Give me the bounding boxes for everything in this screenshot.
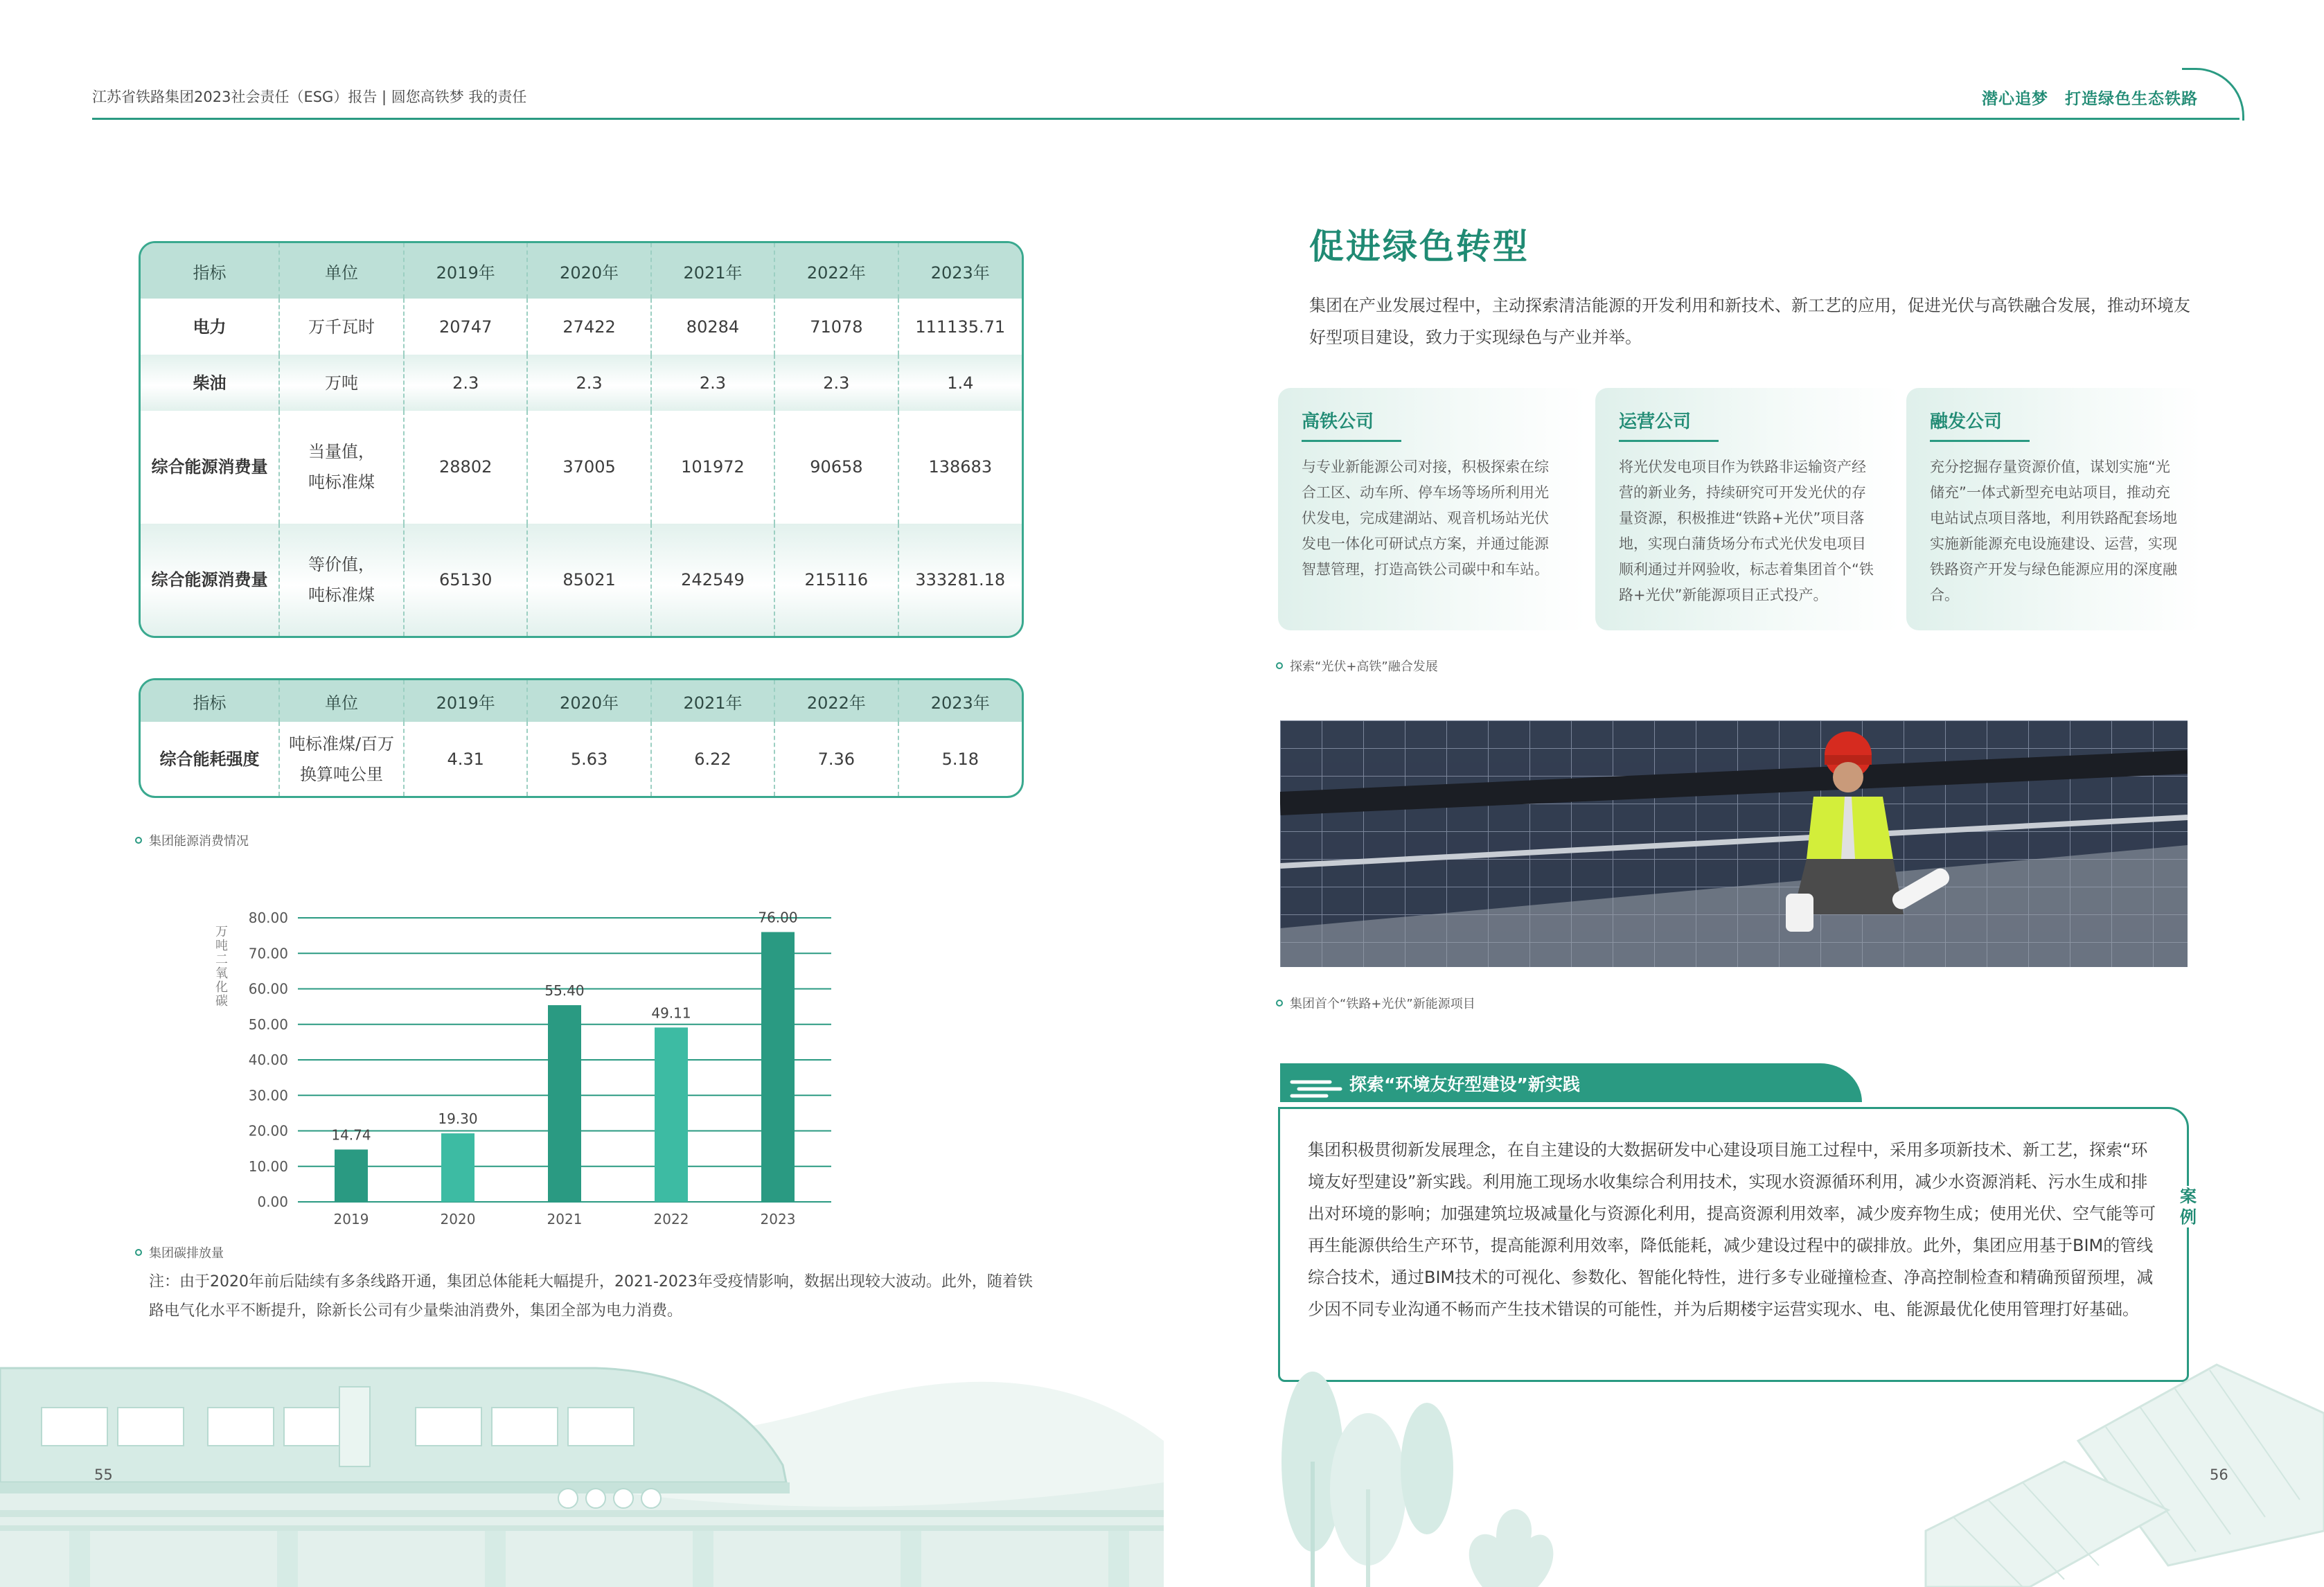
bar-2021 xyxy=(548,1005,581,1202)
x-tick-label: 2023 xyxy=(760,1211,796,1227)
caption-bullet-icon xyxy=(1276,662,1283,669)
chart-caption xyxy=(135,1243,224,1261)
col-header: 2021年 xyxy=(651,680,774,722)
cell: 138683 xyxy=(898,411,1022,523)
photo-caption-text: 集团首个“铁路+光伏”新能源项目 xyxy=(1290,997,1475,1011)
bar-value-label: 49.11 xyxy=(651,1004,691,1022)
cell: 2.3 xyxy=(404,355,527,411)
table-caption xyxy=(135,831,249,849)
table-header-row xyxy=(141,680,1022,722)
solar-project-photo xyxy=(1280,720,2188,967)
table-caption-text: 集团能源消费情况 xyxy=(149,834,249,849)
bar-2019 xyxy=(335,1149,368,1202)
row-label: 综合能源消费量 xyxy=(151,457,268,477)
cell: 90658 xyxy=(774,411,898,523)
cell: 7.36 xyxy=(774,722,898,796)
energy-consumption-table xyxy=(139,241,1024,638)
page-number-right: 56 xyxy=(2210,1466,2228,1483)
cards-caption xyxy=(1276,657,1438,675)
card-text: 与专业新能源公司对接，积极探索在综合工区、动车所、停车场等场所利用光伏发电，完成建湖站、观音机场站光伏发电一体化可研试点方案，并通过能源智慧管理，打造高铁公司碳中和车站。 xyxy=(1302,459,1549,578)
col-header: 2021年 xyxy=(651,243,774,299)
cell: 2.3 xyxy=(527,355,650,411)
col-header: 2023年 xyxy=(898,243,1022,299)
card-operation-company xyxy=(1595,388,1900,630)
x-tick-label: 2021 xyxy=(547,1211,583,1227)
carbon-emission-chart xyxy=(208,890,866,1250)
row-unit: 万吨 xyxy=(279,355,404,411)
row-unit: 万千瓦时 xyxy=(279,299,404,355)
caption-bullet-icon xyxy=(135,837,142,844)
cell: 5.18 xyxy=(898,722,1022,796)
y-tick-label: 50.00 xyxy=(248,1016,288,1033)
unit-line: 等价值， xyxy=(308,554,375,574)
col-header: 2022年 xyxy=(774,243,898,299)
row-unit xyxy=(279,524,404,636)
cloud-decor-icon xyxy=(1288,1074,1344,1101)
y-tick-label: 30.00 xyxy=(248,1087,288,1104)
row-unit xyxy=(279,722,404,796)
card-text: 充分挖掘存量资源价值，谋划实施“光储充”一体式新型充电站项目，推动充电站试点项目落地，利用铁路配套场地实施新能源充电设施建设、运营，实现铁路资产开发与绿色能源应用的深度融合。 xyxy=(1930,459,2177,603)
energy-intensity-table xyxy=(139,678,1024,798)
unit-line: 吨标准煤 xyxy=(308,472,375,493)
card-hsr-company xyxy=(1278,388,1586,630)
row-unit xyxy=(279,411,404,523)
cell: 4.31 xyxy=(404,722,527,796)
col-header: 2022年 xyxy=(774,680,898,722)
x-tick-label: 2020 xyxy=(440,1211,476,1227)
caption-bullet-icon xyxy=(1276,1000,1283,1007)
table-row xyxy=(141,355,1022,411)
col-header: 2019年 xyxy=(404,243,527,299)
section-intro: 集团在产业发展过程中，主动探索清洁能源的开发利用和新技术、新工艺的应用，促进光伏与高铁融合发展，推动环境友好型项目建设，致力于实现绿色与产业并举。 xyxy=(1309,296,2190,347)
page-number-left: 55 xyxy=(94,1466,113,1483)
card-title: 运营公司 xyxy=(1619,407,1719,442)
cell: 85021 xyxy=(527,524,650,636)
cell: 101972 xyxy=(651,411,774,523)
trees-solar-decoration xyxy=(1247,1358,2324,1587)
section-title: 促进绿色转型 xyxy=(1309,227,1529,267)
train-illustration xyxy=(0,1344,1164,1587)
case-text: 集团积极贯彻新发展理念，在自主建设的大数据研发中心建设项目施工过程中，采用多项新技术、新工艺，探索“环境友好型建设”新实践。利用施工现场水收集综合利用技术，实现水资源循环利用，减少水资源消耗、污水生成和排出对环境的影响；加强建筑垃圾减量化与资源化利用，提高资源利用效率，减少废弃物生成；使用光伏、空气能等可再生能源供给生产环节，提高能源利用效率，降低能耗，减少建设过程中的碳排放。此外，集团应用基于BIM的管线综合技术，通过BIM技术的可视化、参数化、智能化特性，进行多专业碰撞检查、净高控制检查和精确预留预埋，减少因不同专业沟通不畅而产生技术错误的可能性，并为后期楼宇运营实现水、电、能源最优化使用管理打好基础。 xyxy=(1308,1140,2156,1319)
case-mark: 案例 xyxy=(2175,1186,2201,1227)
photo-caption xyxy=(1276,994,1475,1012)
cell: 6.22 xyxy=(651,722,774,796)
table-row xyxy=(141,411,1022,523)
bar-value-label: 19.30 xyxy=(438,1110,478,1128)
y-tick-label: 60.00 xyxy=(248,980,288,998)
bar-2020 xyxy=(441,1133,474,1202)
cell: 111135.71 xyxy=(898,299,1022,355)
cell: 5.63 xyxy=(527,722,650,796)
y-tick-label: 40.00 xyxy=(248,1052,288,1068)
y-tick-label: 20.00 xyxy=(248,1122,288,1140)
bar-value-label: 14.74 xyxy=(331,1126,371,1144)
bar-value-label: 76.00 xyxy=(758,909,798,926)
case-title: 探索“环境友好型建设”新实践 xyxy=(1349,1074,1580,1094)
cell: 20747 xyxy=(404,299,527,355)
cell: 333281.18 xyxy=(898,524,1022,636)
col-header: 单位 xyxy=(279,243,404,299)
header-divider-curve xyxy=(2182,68,2244,121)
card-title: 高铁公司 xyxy=(1302,407,1401,442)
cell: 242549 xyxy=(651,524,774,636)
x-tick-label: 2019 xyxy=(333,1211,369,1227)
unit-line: 吨标准煤/百万 xyxy=(288,734,395,754)
card-text: 将光伏发电项目作为铁路非运输资产经营的新业务，持续研究可开发光伏的存量资源，积极推进“铁路+光伏”项目落地，实现白蒲货场分布式光伏发电项目顺利通过并网验收，标志着集团首个“铁路+光伏”新能源项目正式投产。 xyxy=(1619,459,1874,603)
x-tick-label: 2022 xyxy=(653,1211,689,1227)
card-title: 融发公司 xyxy=(1930,407,2030,442)
case-box xyxy=(1278,1107,2189,1382)
card-rongfa-company xyxy=(1906,388,2201,630)
cell: 215116 xyxy=(774,524,898,636)
footnote: 注：由于2020年前后陆续有多条线路开通，集团总体能耗大幅提升，2021-2023年受疫情影响，数据出现较大波动。此外，随着铁路电气化水平不断提升，除新长公司有少量柴油消费外，集团全部为电力消费。 xyxy=(149,1273,1033,1320)
report-title: 江苏省铁路集团2023社会责任（ESG）报告 | 圆您高铁梦 我的责任 xyxy=(92,89,527,105)
col-header: 指标 xyxy=(141,680,279,722)
y-tick-label: 70.00 xyxy=(248,945,288,962)
row-label: 柴油 xyxy=(141,355,279,411)
chapter-title: 潜心追梦 打造绿色生态铁路 xyxy=(1982,90,2198,108)
col-header: 2023年 xyxy=(898,680,1022,722)
table-row xyxy=(141,299,1022,355)
bar-2023 xyxy=(761,932,795,1203)
unit-line: 换算吨公里 xyxy=(300,764,383,784)
unit-line: 吨标准煤 xyxy=(308,585,375,605)
table-row xyxy=(141,722,1022,796)
row-label: 综合能耗强度 xyxy=(159,749,260,769)
col-header: 指标 xyxy=(141,243,279,299)
y-tick-label: 80.00 xyxy=(248,910,288,926)
col-header: 2020年 xyxy=(527,243,650,299)
unit-line: 当量值， xyxy=(308,442,375,462)
cell: 27422 xyxy=(527,299,650,355)
cell: 37005 xyxy=(527,411,650,523)
bar-value-label: 55.40 xyxy=(544,982,585,1000)
cell: 28802 xyxy=(404,411,527,523)
y-tick-label: 0.00 xyxy=(257,1194,288,1210)
chart-y-axis-label: 万吨二氧化碳 xyxy=(213,925,228,1008)
caption-bullet-icon xyxy=(135,1249,142,1256)
cell: 65130 xyxy=(404,524,527,636)
row-label: 综合能源消费量 xyxy=(141,524,279,636)
table-header-row xyxy=(141,243,1022,299)
col-header: 单位 xyxy=(279,680,404,722)
col-header: 2019年 xyxy=(404,680,527,722)
bar-2022 xyxy=(655,1027,688,1202)
cell: 71078 xyxy=(774,299,898,355)
cell: 2.3 xyxy=(651,355,774,411)
cards-caption-text: 探索“光伏+高铁”融合发展 xyxy=(1290,659,1438,674)
y-tick-label: 10.00 xyxy=(248,1158,288,1175)
table-row xyxy=(141,524,1022,636)
cell: 80284 xyxy=(651,299,774,355)
chart-caption-text: 集团碳排放量 xyxy=(149,1246,224,1261)
header-divider xyxy=(92,118,2239,120)
cell: 1.4 xyxy=(898,355,1022,411)
col-header: 2020年 xyxy=(527,680,650,722)
cell: 2.3 xyxy=(774,355,898,411)
row-label: 电力 xyxy=(193,317,227,337)
